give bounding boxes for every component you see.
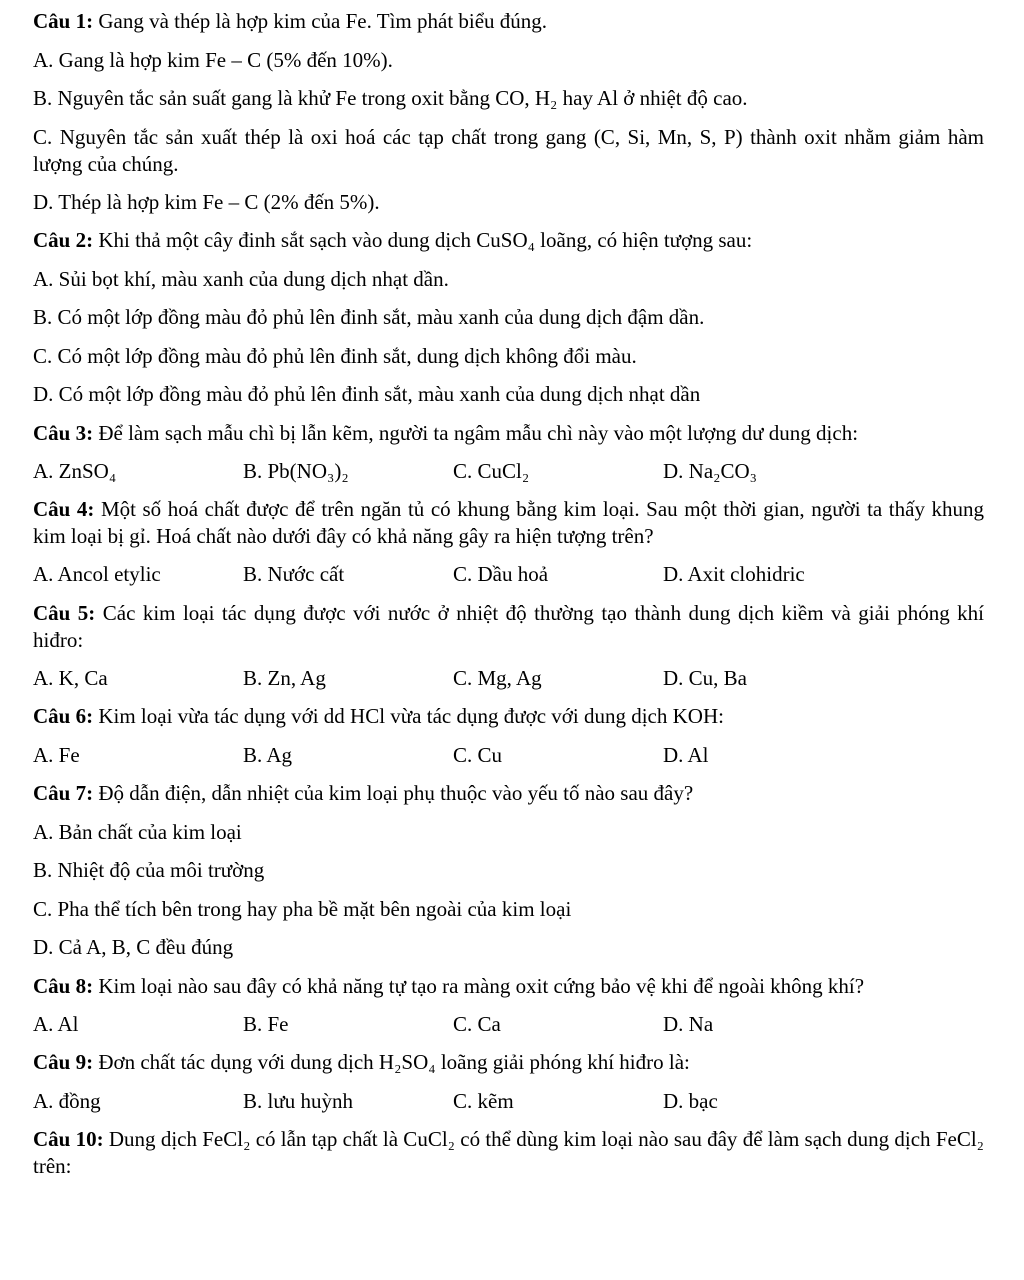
question-number: Câu 5: — [33, 600, 96, 625]
question-stem: Đơn chất tác dụng với dung dịch H₂SO₄ loãng giải phóng khí hiđro là: — [98, 1050, 690, 1074]
options-row — [33, 736, 984, 775]
question-4 — [33, 490, 984, 555]
option-a: A. ZnSO₄ — [33, 458, 117, 483]
question-stem: Khi thả một cây đinh sắt sạch vào dung dịch CuSO₄ loãng, có hiện tượng sau: — [98, 228, 753, 252]
question-stem: Gang và thép là hợp kim của Fe. Tìm phát biểu đúng. — [98, 9, 548, 33]
question-stem: Một số hoá chất được để trên ngăn tủ có khung bằng kim loại. Sau một thời gian, người ta thấy khung kim loại bị gỉ. Hoá chất nào dưới đây có khả năng gây ra hiện tượng trên? — [33, 497, 984, 548]
option-a: A. Fe — [33, 742, 80, 767]
option-c: C. kẽm — [453, 1088, 514, 1113]
option-c: C. Dầu hoả — [453, 562, 549, 586]
options-row — [33, 1005, 984, 1044]
question-8 — [33, 967, 984, 1005]
question-number: Câu 4: — [33, 497, 95, 521]
question-1 — [33, 2, 984, 41]
option-d: D. Na — [663, 1011, 714, 1036]
option-c: C. Cu — [453, 742, 503, 767]
option-d: D. Al — [663, 742, 709, 767]
question-7 — [33, 774, 984, 813]
option-b: B. Pb(NO₃)₂ — [243, 458, 349, 483]
question-stem: Để làm sạch mẫu chì bị lẫn kẽm, người ta ngâm mẫu chì này vào một lượng dư dung dịch: — [98, 420, 859, 445]
option-d: D. Cả A, B, C đều đúng — [33, 935, 234, 959]
option-c: C. Có một lớp đồng màu đỏ phủ lên đinh sắt, dung dịch không đổi màu. — [33, 343, 637, 368]
option-d: D. Axit clohidric — [663, 562, 805, 586]
question-number: Câu 7: — [33, 781, 94, 805]
option-b: B. Ag — [243, 742, 293, 767]
option-b: B. Nguyên tắc sản suất gang là khử Fe trong oxit bằng CO, H₂ hay Al ở nhiệt độ cao. — [33, 86, 748, 110]
option-a: A. K, Ca — [33, 665, 108, 690]
question-stem: Kim loại nào sau đây có khả năng tự tạo ra màng oxit cứng bảo vệ khi để ngoài không khí? — [98, 973, 865, 998]
question-number: Câu 2: — [33, 228, 94, 252]
option-a: A. Gang là hợp kim Fe – C (5% đến 10%). — [33, 47, 393, 72]
question-9 — [33, 1043, 984, 1082]
option-c: C. Mg, Ag — [453, 665, 542, 690]
option-d: D. Có một lớp đồng màu đỏ phủ lên đinh sắt, màu xanh của dung dịch nhạt dần — [33, 382, 701, 406]
option-b: B. Nước cất — [243, 562, 345, 586]
option-b: B. Nhiệt độ của môi trường — [33, 858, 265, 882]
question-number: Câu 10: — [33, 1127, 104, 1151]
options-row — [33, 659, 984, 698]
question-10 — [33, 1120, 984, 1185]
question-2 — [33, 221, 984, 260]
option-c: C. Nguyên tắc sản xuất thép là oxi hoá các tạp chất trong gang (C, Si, Mn, S, P) thành oxit nhằm giảm hàm lượng của chúng. — [33, 124, 984, 176]
option-a: A. Bản chất của kim loại — [33, 819, 242, 844]
options-row — [33, 1082, 984, 1121]
question-5 — [33, 594, 984, 659]
option-d: D. Cu, Ba — [663, 665, 747, 690]
question-number: Câu 6: — [33, 704, 94, 728]
question-number: Câu 1: — [33, 9, 94, 33]
option-a: A. Ancol etylic — [33, 562, 161, 586]
question-stem: Các kim loại tác dụng được với nước ở nhiệt độ thường tạo thành dung dịch kiềm và giải phóng khí hiđro: — [33, 600, 985, 652]
option-b: B. Zn, Ag — [243, 665, 326, 690]
option-b: B. Fe — [243, 1011, 289, 1036]
question-stem: Độ dẫn điện, dẫn nhiệt của kim loại phụ thuộc vào yếu tố nào sau đây? — [98, 781, 694, 805]
question-number: Câu 9: — [33, 1050, 94, 1074]
option-c: C. Pha thể tích bên trong hay pha bề mặt bên ngoài của kim loại — [33, 896, 572, 921]
question-6 — [33, 697, 984, 736]
option-d: D. Thép là hợp kim Fe – C (2% đến 5%). — [33, 189, 380, 214]
question-stem: Dung dịch FeCl₂ có lẫn tạp chất là CuCl₂ có thể dùng kim loại nào sau đây để làm sạch dung dịch FeCl₂ trên: — [33, 1127, 984, 1178]
option-a: A. đồng — [33, 1088, 101, 1113]
question-number: Câu 8: — [33, 973, 94, 998]
options-row — [33, 555, 984, 594]
option-c: C. CuCl₂ — [453, 458, 530, 483]
option-b: B. lưu huỳnh — [243, 1088, 353, 1113]
option-a: A. Al — [33, 1011, 79, 1036]
options-row — [33, 452, 984, 491]
option-a: A. Sủi bọt khí, màu xanh của dung dịch nhạt dần. — [33, 266, 449, 291]
option-b: B. Có một lớp đồng màu đỏ phủ lên đinh sắt, màu xanh của dung dịch đậm dần. — [33, 305, 705, 329]
option-d: D. Na₂CO₃ — [663, 458, 757, 483]
option-c: C. Ca — [453, 1011, 501, 1036]
question-stem: Kim loại vừa tác dụng với dd HCl vừa tác dụng được với dung dịch KOH: — [98, 704, 724, 728]
option-d: D. bạc — [663, 1088, 718, 1113]
question-number: Câu 3: — [33, 420, 94, 445]
question-3 — [33, 414, 984, 452]
